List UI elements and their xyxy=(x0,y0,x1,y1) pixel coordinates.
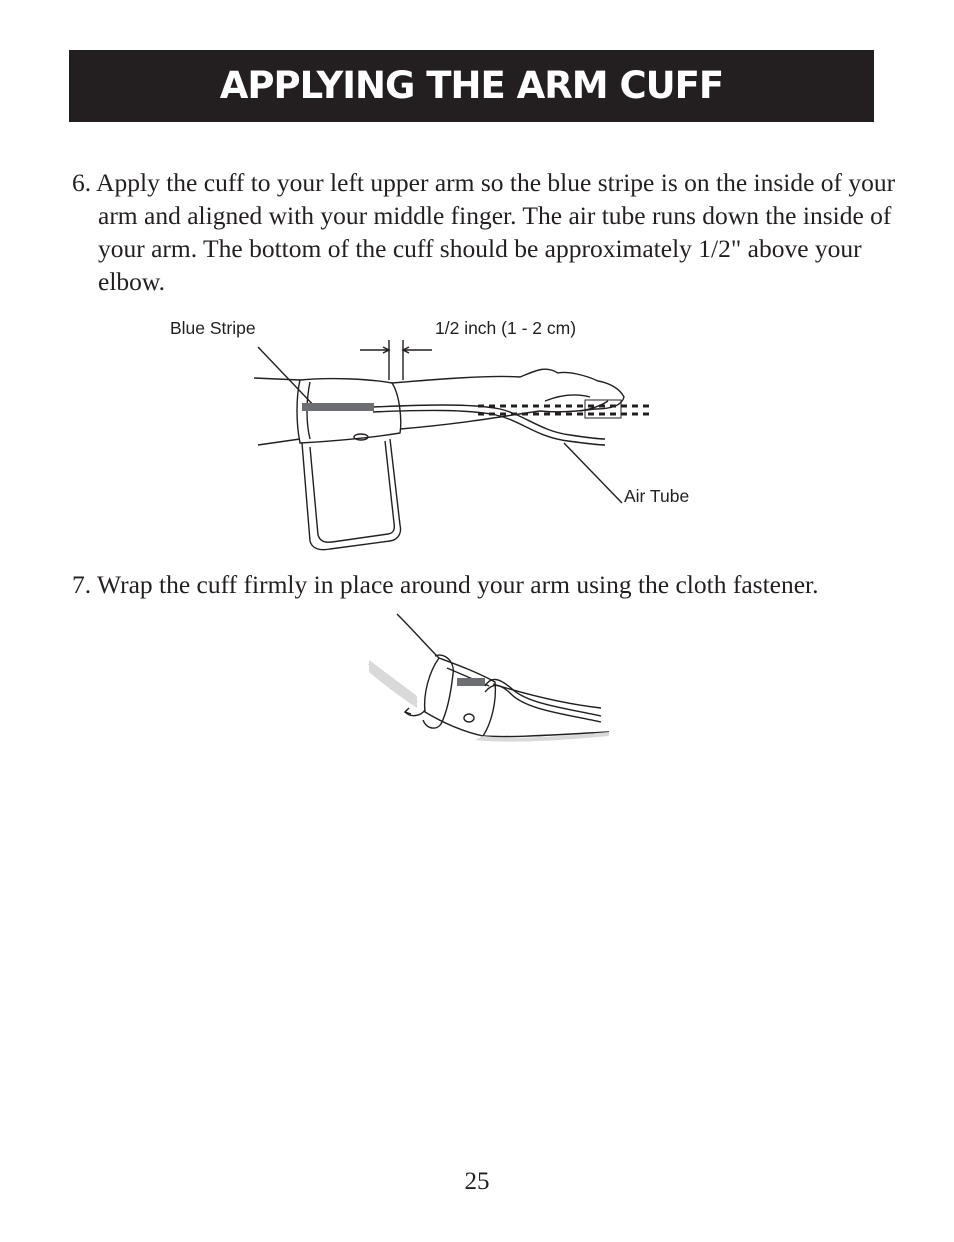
wrapped-cuff-illustration xyxy=(365,612,615,752)
arm-cuff-illustration xyxy=(240,335,670,555)
page-header xyxy=(69,50,874,122)
label-distance: 1/2 inch (1 - 2 cm) xyxy=(435,318,577,338)
page-number: 25 xyxy=(464,1168,490,1195)
page-title: APPLYING THE ARM CUFF xyxy=(219,63,724,107)
label-air-tube: Air Tube xyxy=(624,486,690,506)
label-blue-stripe: Blue Stripe xyxy=(170,318,256,338)
step-6-text: 6. Apply the cuff to your left upper arm so the blue stripe is on the inside of your arm and aligned with your middle finger. The air tube runs down the inside of your arm. The bottom of the cuff should be approximately 1/2" above your elbow. xyxy=(72,168,896,296)
step-7-text: 7. Wrap the cuff firmly in place around your arm using the cloth fastener. xyxy=(72,570,819,599)
blue-stripe-band xyxy=(302,403,374,411)
